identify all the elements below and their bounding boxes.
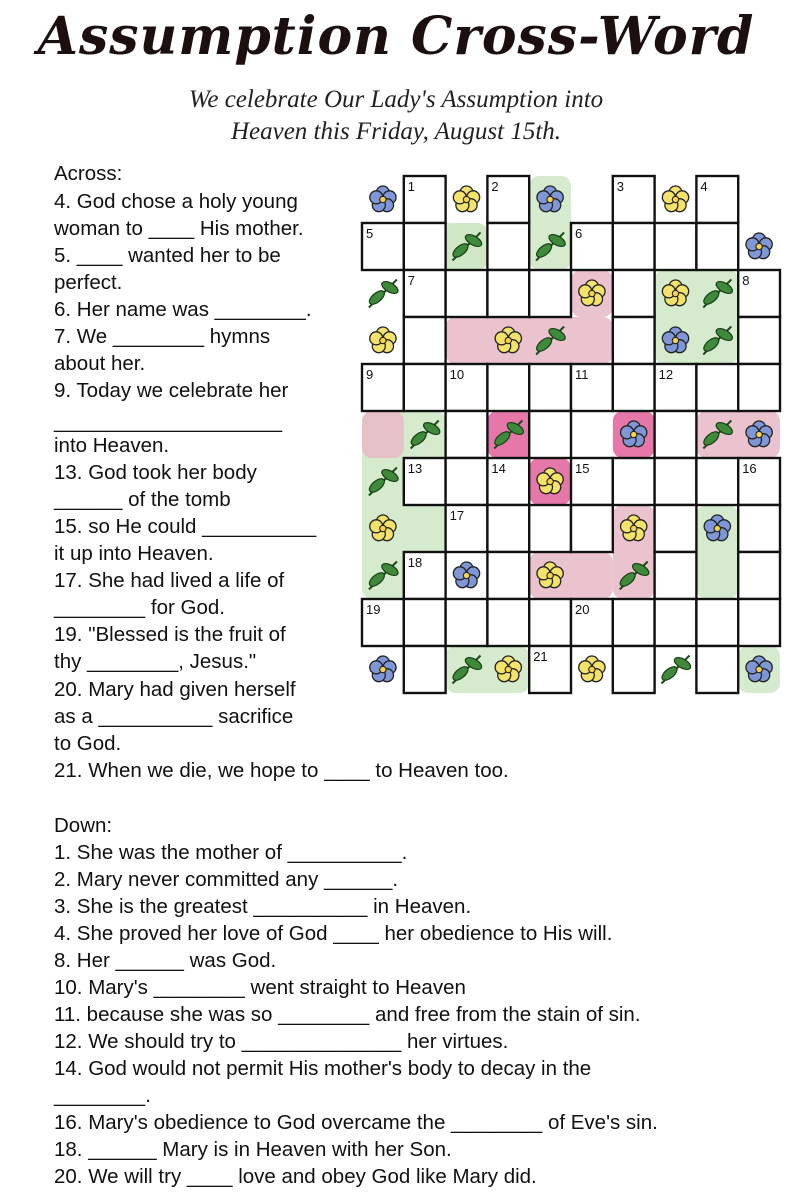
flower-center <box>756 243 762 249</box>
down-clue-line: 10. Mary's ________ went straight to Heaven <box>54 976 466 999</box>
grid-cell <box>487 270 529 317</box>
across-clue-line: 6. Her name was ________. <box>54 298 312 321</box>
grid-cell <box>487 505 529 552</box>
grid-cell <box>404 599 446 646</box>
cell-number: 13 <box>407 461 423 476</box>
grid-cell <box>487 599 529 646</box>
down-clue-line: 8. Her ______ was God. <box>54 949 277 972</box>
down-clue-line: 2. Mary never committed any ______. <box>54 868 399 891</box>
cell-number: 1 <box>407 179 416 194</box>
across-clue-line: 5. ____ wanted her to be <box>54 244 281 267</box>
across-clue-line: 7. We ________ hymns <box>54 325 271 348</box>
flower-center <box>505 337 511 343</box>
grid-cell <box>655 411 697 458</box>
grid-cell <box>529 599 571 646</box>
cell-number: 20 <box>575 602 590 617</box>
down-clue-line: 20. We will try ____ love and obey God like Mary did. <box>54 1165 537 1188</box>
grid-cell <box>571 505 613 552</box>
down-heading: Down: <box>54 814 113 837</box>
grid-cell <box>446 599 488 646</box>
flower-center <box>672 196 678 202</box>
grid-cell <box>613 646 655 693</box>
across-clue-line: ____________________ <box>54 410 283 433</box>
down-clue-line: 1. She was the mother of __________. <box>54 841 408 864</box>
background-tint <box>446 317 613 364</box>
grid-cell <box>738 552 780 599</box>
grid-cell <box>487 223 529 270</box>
across-clue-line: perfect. <box>54 271 123 294</box>
across-clue-line: it up into Heaven. <box>54 542 214 565</box>
grid-cell <box>404 317 446 364</box>
across-clue-line: to God. <box>54 732 122 755</box>
down-clue-line: 11. because she was so ________ and free from the stain of sin. <box>54 1003 641 1026</box>
cell-number: 21 <box>533 649 548 664</box>
grid-cell <box>613 223 655 270</box>
grid-cell <box>696 599 738 646</box>
grid-cell <box>404 646 446 693</box>
grid-cell <box>446 458 488 505</box>
grid-cell <box>738 505 780 552</box>
grid-cell <box>655 223 697 270</box>
flower-center <box>756 431 762 437</box>
cell-number: 19 <box>366 602 381 617</box>
cell-number: 5 <box>366 226 374 241</box>
cell-number: 2 <box>491 179 499 194</box>
down-clue-line: 18. ______ Mary is in Heaven with her Son. <box>54 1138 452 1161</box>
grid-cell <box>738 364 780 411</box>
grid-cell <box>738 599 780 646</box>
flower-center <box>631 525 637 531</box>
cell-number: 12 <box>658 367 674 382</box>
down-clue-line: 14. God would not permit His mother's body to decay in the <box>54 1057 592 1080</box>
grid-cell <box>404 364 446 411</box>
down-clue-line: ________. <box>54 1084 151 1107</box>
flower-center <box>714 525 720 531</box>
grid-cell <box>696 364 738 411</box>
cell-number: 16 <box>742 461 757 476</box>
grid-cell <box>613 599 655 646</box>
cell-number: 9 <box>366 367 374 382</box>
flower-center <box>547 478 553 484</box>
grid-cell <box>446 411 488 458</box>
flower-center <box>756 666 762 672</box>
leaf-icon <box>367 288 387 306</box>
leaf-icon <box>660 664 680 682</box>
across-clue-line: 20. Mary had given herself <box>54 678 296 701</box>
grid-cell <box>613 458 655 505</box>
flower-center <box>380 337 386 343</box>
across-clue-line: 15. so He could __________ <box>54 515 317 538</box>
flower-center <box>380 525 386 531</box>
flower-center <box>463 572 469 578</box>
cell-number: 15 <box>575 461 590 476</box>
grid-cell <box>487 552 529 599</box>
across-clue-line: 19. "Blessed is the fruit of <box>54 623 286 646</box>
cell-number: 14 <box>491 461 506 476</box>
across-clue-line: 4. God chose a holy young <box>54 190 298 213</box>
grid-cell <box>446 270 488 317</box>
flower-center <box>547 196 553 202</box>
across-clue-line: 17. She had lived a life of <box>54 569 285 592</box>
grid-cell <box>613 270 655 317</box>
flower-center <box>505 666 511 672</box>
across-clue-line: 9. Today we celebrate her <box>54 379 289 402</box>
across-clue-line: about her. <box>54 352 146 375</box>
across-clue-line: thy ________, Jesus." <box>54 650 257 673</box>
grid-cell <box>529 270 571 317</box>
grid-cell <box>655 599 697 646</box>
cell-number: 7 <box>407 273 416 288</box>
down-clue-line: 12. We should try to ______________ her virtues. <box>54 1030 509 1053</box>
flower-center <box>631 431 637 437</box>
down-clue-line: 16. Mary's obedience to God overcame the ________ of Eve's sin. <box>54 1111 658 1134</box>
cell-number: 10 <box>449 367 465 382</box>
flower-center <box>672 290 678 296</box>
grid-cell <box>696 458 738 505</box>
flower-center <box>589 666 595 672</box>
grid-cell <box>655 458 697 505</box>
across-heading: Across: <box>54 162 123 185</box>
grid-cell <box>404 223 446 270</box>
cell-number: 4 <box>700 179 708 194</box>
across-clue-line: as a __________ sacrifice <box>54 705 294 728</box>
across-clue-line: ______ of the tomb <box>54 488 231 511</box>
subtitle-line-1: We celebrate Our Lady's Assumption into <box>188 86 604 113</box>
flower-center <box>589 290 595 296</box>
down-clue-line: 3. She is the greatest __________ in Heaven. <box>54 895 472 918</box>
page-title: Assumption Cross-Word <box>37 6 755 67</box>
down-clue-line: 4. She proved her love of God ____ her obedience to His will. <box>54 922 613 945</box>
across-clue-line: into Heaven. <box>54 434 170 457</box>
grid-cell <box>613 317 655 364</box>
flower-center <box>672 337 678 343</box>
cell-number: 11 <box>575 367 589 382</box>
grid-cell <box>529 505 571 552</box>
background-tint <box>362 411 404 458</box>
flower-center <box>380 666 386 672</box>
across-clue-line: woman to ____ His mother. <box>54 217 304 240</box>
cell-number: 8 <box>742 273 750 288</box>
flower-center <box>380 196 386 202</box>
grid-cell <box>696 646 738 693</box>
grid-cell <box>655 552 697 599</box>
grid-cell <box>738 317 780 364</box>
grid-cell <box>529 411 571 458</box>
subtitle-line-2: Heaven this Friday, August 15th. <box>230 118 562 145</box>
grid-cell <box>487 364 529 411</box>
grid-cell <box>655 505 697 552</box>
grid-cell <box>529 364 571 411</box>
grid-cell <box>696 223 738 270</box>
flower-center <box>463 196 469 202</box>
across-clue-line: 21. When we die, we hope to ____ to Heaven too. <box>54 759 509 782</box>
grid-cell <box>613 364 655 411</box>
flower-center <box>547 572 553 578</box>
across-clue-line: 13. God took her body <box>54 461 257 484</box>
cell-number: 18 <box>407 555 423 570</box>
cell-number: 17 <box>449 508 465 523</box>
cell-number: 6 <box>575 226 583 241</box>
across-clue-line: ________ for God. <box>54 596 225 619</box>
cell-number: 3 <box>616 179 625 194</box>
